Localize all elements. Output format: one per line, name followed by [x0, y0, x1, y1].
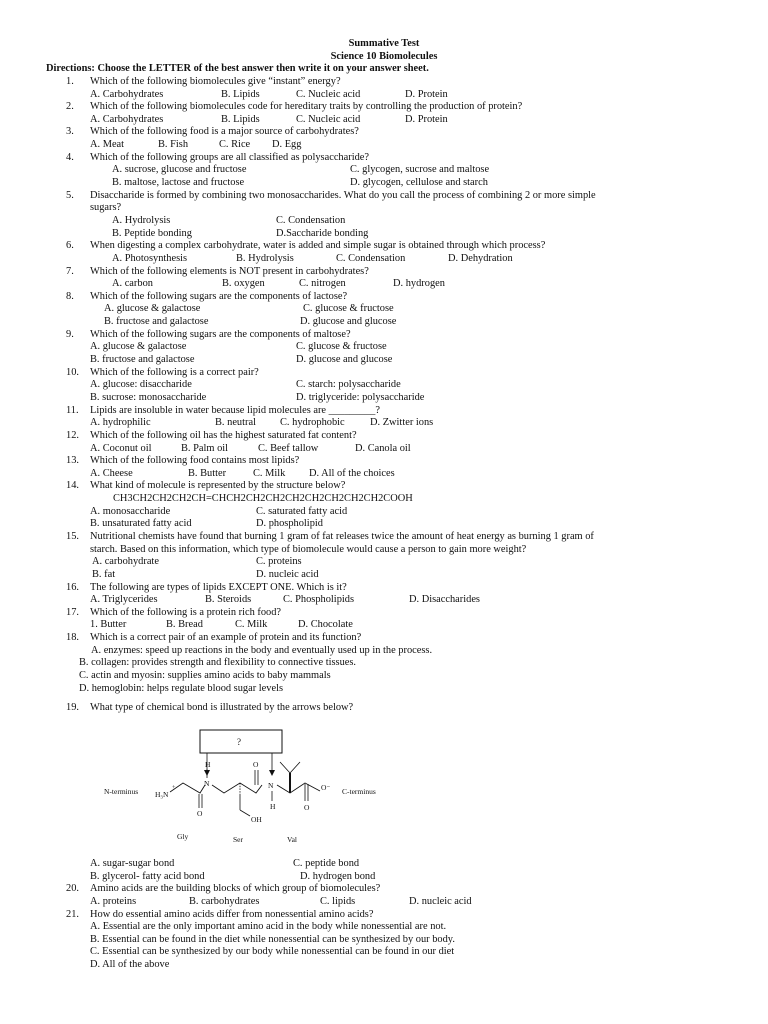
carbonyl-o-2: O — [253, 759, 259, 769]
directions: Directions: Choose the LETTER of the best answer then write it on your answer sheet. — [46, 63, 429, 75]
question-1 — [0, 76, 768, 89]
question-text: What type of chemical bond is illustrated by the arrows below? — [90, 702, 354, 714]
choices-row — [0, 303, 768, 316]
question-text-cont — [0, 544, 768, 557]
choice-line — [0, 934, 768, 947]
choice-b: B. collagen: provides strength and flexibility to connective tissues. — [79, 657, 357, 669]
choice-d: D. hemoglobin: helps regulate blood sugar levels — [79, 682, 284, 694]
choice-d: D. All of the above — [90, 959, 170, 971]
choice-a: A. Carbohydrates — [90, 88, 164, 100]
choices-row — [0, 896, 768, 909]
question-9 — [0, 329, 768, 342]
choice-d: D. Dehydration — [448, 252, 513, 264]
question-text: When digesting a complex carbohydrate, water is added and simple sugar is obtained through which process? — [90, 240, 546, 252]
formula-line — [0, 493, 768, 506]
choice-c: C. Condensation — [336, 252, 406, 264]
choice-d: D. Zwitter ions — [370, 417, 434, 429]
choices-row — [0, 468, 768, 481]
question-number: 6. — [66, 240, 74, 252]
choice-b: B. Lipids — [221, 88, 260, 100]
choice-b: B. Butter — [188, 467, 227, 479]
question-19 — [0, 702, 768, 715]
choice-a: A. glucose & galactose — [104, 303, 201, 315]
choice-a: A. sucrose, glucose and fructose — [112, 164, 247, 176]
h3n-label: H₃N — [155, 789, 169, 799]
amide-h-1: H — [205, 759, 211, 769]
question-number: 9. — [66, 328, 74, 340]
test-title: Summative Test — [348, 38, 420, 49]
choice-line — [0, 946, 768, 959]
choice-a: A. Cheese — [90, 467, 133, 479]
choice-c: C. saturated fatty acid — [256, 505, 348, 517]
question-number: 8. — [66, 290, 74, 302]
choice-a: A. sugar-sugar bond — [90, 857, 175, 869]
choice-line — [0, 921, 768, 934]
choice-c: C. glycogen, sucrose and maltose — [350, 164, 490, 176]
question-number: 19. — [66, 702, 79, 714]
choice-b: B. oxygen — [222, 278, 265, 290]
ser-oh-bond — [240, 810, 250, 816]
question-text: Which of the following oil has the highest saturated fat content? — [90, 429, 357, 441]
choice-b: B. unsaturated fatty acid — [90, 518, 192, 530]
choice-line — [0, 645, 768, 658]
choice-c: C. lipids — [320, 895, 356, 907]
choices-row — [0, 594, 768, 607]
question-5 — [0, 190, 768, 203]
choice-a: A. Carbohydrates — [90, 113, 164, 125]
choice-c: C. hydrophobic — [280, 417, 345, 429]
choice-a: A. carbon — [112, 278, 153, 290]
question-15 — [0, 531, 768, 544]
choices-row — [0, 278, 768, 291]
question-text: Which of the following is a correct pair? — [90, 366, 259, 378]
choice-b: B. fructose and galactose — [90, 354, 195, 366]
choices-row — [0, 619, 768, 632]
question-number: 1. — [66, 75, 74, 87]
question-text: What kind of molecule is represented by the structure below? — [90, 480, 346, 492]
choice-c: C. Nucleic acid — [296, 88, 361, 100]
choice-d: D. nucleic acid — [256, 568, 319, 580]
choices-row — [0, 89, 768, 102]
choice-c: C. Rice — [219, 139, 251, 151]
choice-d: D. All of the choices — [309, 467, 395, 479]
question-text: Lipids are insoluble in water because lipid molecules are _________? — [90, 404, 380, 416]
choice-a: A. Triglycerides — [90, 594, 158, 606]
choice-b: B. glycerol- fatty acid bond — [90, 870, 205, 882]
choice-line — [0, 959, 768, 972]
question-6 — [0, 240, 768, 253]
question-text: Disaccharide is formed by combining two monosaccharides. What do you call the process of combining 2 or more simple — [90, 189, 596, 201]
choice-c: C. Milk — [235, 619, 268, 631]
question-text: Which of the following food is a major source of carbohydrates? — [90, 126, 359, 138]
box-question-mark: ? — [237, 736, 241, 747]
backbone-val — [277, 783, 320, 793]
question-number: 5. — [66, 189, 74, 201]
question-7 — [0, 266, 768, 279]
choices-row — [0, 871, 768, 884]
choice-d: D. glycogen, cellulose and starch — [350, 177, 488, 189]
question-13 — [0, 455, 768, 468]
question-11 — [0, 405, 768, 418]
choice-b: B. Essential can be found in the diet while nonessential can be synthesized by our body. — [90, 933, 455, 945]
choice-c: C. actin and myosin: supplies amino acids to baby mammals — [79, 670, 331, 682]
choice-line — [0, 657, 768, 670]
choice-line — [0, 683, 768, 696]
arrow-head-right — [269, 770, 275, 776]
question-text: Which is a correct pair of an example of protein and its function? — [90, 632, 362, 644]
choice-d: D. Protein — [405, 113, 448, 125]
choice-c: C. Condensation — [276, 214, 346, 226]
choices-row — [0, 392, 768, 405]
choice-b: B. fructose and galactose — [104, 316, 209, 328]
choice-c: C. nitrogen — [299, 278, 346, 290]
plus-charge: + — [172, 784, 176, 791]
question-number: 12. — [66, 429, 79, 441]
peptide-diagram — [0, 715, 768, 858]
choices-row — [0, 506, 768, 519]
choices-row — [0, 228, 768, 241]
choices-row — [0, 164, 768, 177]
question-number: 2. — [66, 101, 74, 113]
choice-line — [0, 670, 768, 683]
choice-a: A. Photosynthesis — [112, 252, 188, 264]
choices-row — [0, 379, 768, 392]
choice-b: B. carbohydrates — [189, 895, 260, 907]
carboxyl-o: O — [304, 802, 310, 812]
choice-a: 1. Butter — [90, 619, 127, 631]
question-number: 7. — [66, 265, 74, 277]
choice-c: C. proteins — [256, 556, 302, 568]
n-terminus-label: N-terminus — [104, 786, 139, 796]
choice-b: B. Hydrolysis — [236, 252, 294, 264]
question-number: 15. — [66, 530, 79, 542]
choices-row — [0, 569, 768, 582]
question-text: Which of the following biomolecules give “instant” energy? — [90, 75, 341, 87]
choice-c: C. Beef tallow — [258, 442, 319, 454]
choice-a: A. monosaccharide — [90, 505, 171, 517]
question-2 — [0, 101, 768, 114]
question-number: 14. — [66, 480, 79, 492]
choice-b: B. Steroids — [205, 594, 252, 606]
question-18 — [0, 632, 768, 645]
question-8 — [0, 291, 768, 304]
choice-a: A. proteins — [90, 895, 137, 907]
choices-row — [0, 556, 768, 569]
choice-a: A. enzymes: speed up reactions in the body and eventually used up in the process. — [91, 644, 433, 656]
question-text: Which of the following groups are all classified as polysaccharide? — [90, 151, 370, 163]
choice-b: B. Palm oil — [181, 442, 229, 454]
choice-d: D. glucose and glucose — [296, 354, 393, 366]
choice-d: D. Protein — [405, 88, 448, 100]
question-number: 11. — [66, 404, 79, 416]
choices-row — [0, 177, 768, 190]
choice-c: C. Nucleic acid — [296, 113, 361, 125]
choice-d: D. Chocolate — [298, 619, 353, 631]
amide-h-2: H — [270, 801, 276, 811]
question-text: Which of the following sugars are the components of lactose? — [90, 290, 348, 302]
question-number: 17. — [66, 606, 79, 618]
question-text: sugars? — [90, 202, 122, 214]
test-page — [0, 38, 768, 972]
question-number: 20. — [66, 883, 79, 895]
choice-b: B. Bread — [166, 619, 203, 631]
test-subtitle: Science 10 Biomolecules — [330, 50, 438, 62]
choice-c: C. Essential can be synthesized by our body while nonessential can be found in our diet — [90, 946, 455, 958]
choice-d: D. triglyceride: polysaccharide — [296, 391, 425, 403]
question-20 — [0, 883, 768, 896]
question-16 — [0, 582, 768, 595]
choice-a: A. Meat — [90, 139, 125, 151]
question-number: 3. — [66, 126, 74, 138]
question-10 — [0, 367, 768, 380]
amide-n-1: N — [204, 778, 210, 788]
choices-row — [0, 253, 768, 266]
residue-val: Val — [287, 834, 297, 844]
backbone-ser — [212, 783, 262, 793]
choice-d: D. Canola oil — [355, 442, 411, 454]
question-text: Which of the following sugars are the components of maltose? — [90, 328, 351, 340]
choice-a: A. Essential are the only important amino acid in the body while nonessential are not. — [90, 921, 447, 933]
choice-a: A. carbohydrate — [92, 556, 159, 568]
choice-b: B. neutral — [215, 417, 256, 429]
residue-gly: Gly — [177, 831, 189, 841]
question-number: 16. — [66, 581, 79, 593]
question-text: Nutritional chemists have found that burning 1 gram of fat releases twice the amount of heat energy as burning 1 gram of — [90, 530, 594, 542]
choices-row — [0, 215, 768, 228]
question-text: Which of the following elements is NOT present in carbohydrates? — [90, 265, 369, 277]
choice-a: A. hydrophilic — [90, 417, 151, 429]
carbonyl-o-1: O — [197, 808, 203, 818]
answer-box — [200, 730, 282, 753]
question-number: 10. — [66, 366, 79, 378]
choice-c: C. starch: polysaccharide — [296, 379, 401, 391]
carboxyl-o-minus: O⁻ — [321, 782, 331, 792]
choices-row — [0, 114, 768, 127]
question-text: The following are types of lipids EXCEPT ONE. Which is it? — [90, 581, 347, 593]
choice-b: B. Lipids — [221, 113, 260, 125]
question-3 — [0, 126, 768, 139]
choice-d: D. hydrogen — [393, 278, 445, 290]
choice-d: D.Saccharide bonding — [276, 227, 369, 239]
residue-ser: Ser — [233, 834, 243, 844]
val-methyl-2 — [290, 762, 300, 773]
choice-c: C. Phospholipids — [283, 594, 355, 606]
question-text: Which of the following biomolecules code for hereditary traits by controlling the production of protein? — [90, 101, 523, 113]
choice-a: A. glucose & galactose — [90, 341, 187, 353]
choice-d: D. glucose and glucose — [300, 316, 397, 328]
choice-c: C. glucose & fructose — [303, 303, 394, 315]
choice-b: B. Peptide bonding — [112, 227, 192, 239]
choice-b: B. maltose, lactose and fructose — [112, 177, 245, 189]
question-text: Which of the following food contains most lipids? — [90, 455, 300, 467]
val-methyl-1 — [280, 762, 290, 773]
choices-row — [0, 417, 768, 430]
question-number: 13. — [66, 455, 79, 467]
choices-row — [0, 443, 768, 456]
choices-row — [0, 139, 768, 152]
question-number: 18. — [66, 632, 79, 644]
choice-d: D. Egg — [272, 139, 302, 151]
structural-formula: CH3CH2CH2CH2CH=CHCH2CH2CH2CH2CH2CH2CH2CH2COOH — [113, 493, 413, 505]
choices-row — [0, 518, 768, 531]
choices-row — [0, 341, 768, 354]
question-12 — [0, 430, 768, 443]
question-text: How do essential amino acids differ from nonessential amino acids? — [90, 908, 374, 920]
choice-c: C. Milk — [253, 467, 286, 479]
question-21 — [0, 909, 768, 922]
choices-row — [0, 354, 768, 367]
choice-d: D. Disaccharides — [409, 594, 480, 606]
ser-oh: OH — [251, 814, 262, 824]
question-number: 4. — [66, 151, 74, 163]
question-4 — [0, 152, 768, 165]
question-14 — [0, 480, 768, 493]
question-17 — [0, 607, 768, 620]
amide-n-2: N — [268, 780, 274, 790]
choice-a: A. glucose: disaccharide — [90, 379, 192, 391]
choice-c: C. peptide bond — [293, 857, 360, 869]
choice-b: B. fat — [92, 568, 116, 580]
choice-b: B. sucrose: monosaccharide — [90, 391, 207, 403]
choice-d: D. phospholipid — [256, 518, 323, 530]
question-text-cont — [0, 202, 768, 215]
question-text: Which of the following is a protein rich food? — [90, 606, 282, 618]
c-terminus-label: C-terminus — [342, 786, 376, 796]
choice-a: A. Coconut oil — [90, 442, 152, 454]
choice-d: D. nucleic acid — [409, 895, 472, 907]
question-text: starch. Based on this information, which type of biomolecule would cause a person to gain more weight? — [90, 543, 527, 555]
question-text: Amino acids are the building blocks of which group of biomolecules? — [90, 883, 381, 895]
choice-c: C. glucose & fructose — [296, 341, 387, 353]
choice-d: D. hydrogen bond — [300, 870, 376, 882]
question-number: 21. — [66, 908, 79, 920]
choices-row — [0, 858, 768, 871]
choice-a: A. Hydrolysis — [112, 214, 171, 226]
choices-row — [0, 316, 768, 329]
choice-b: B. Fish — [158, 139, 189, 151]
